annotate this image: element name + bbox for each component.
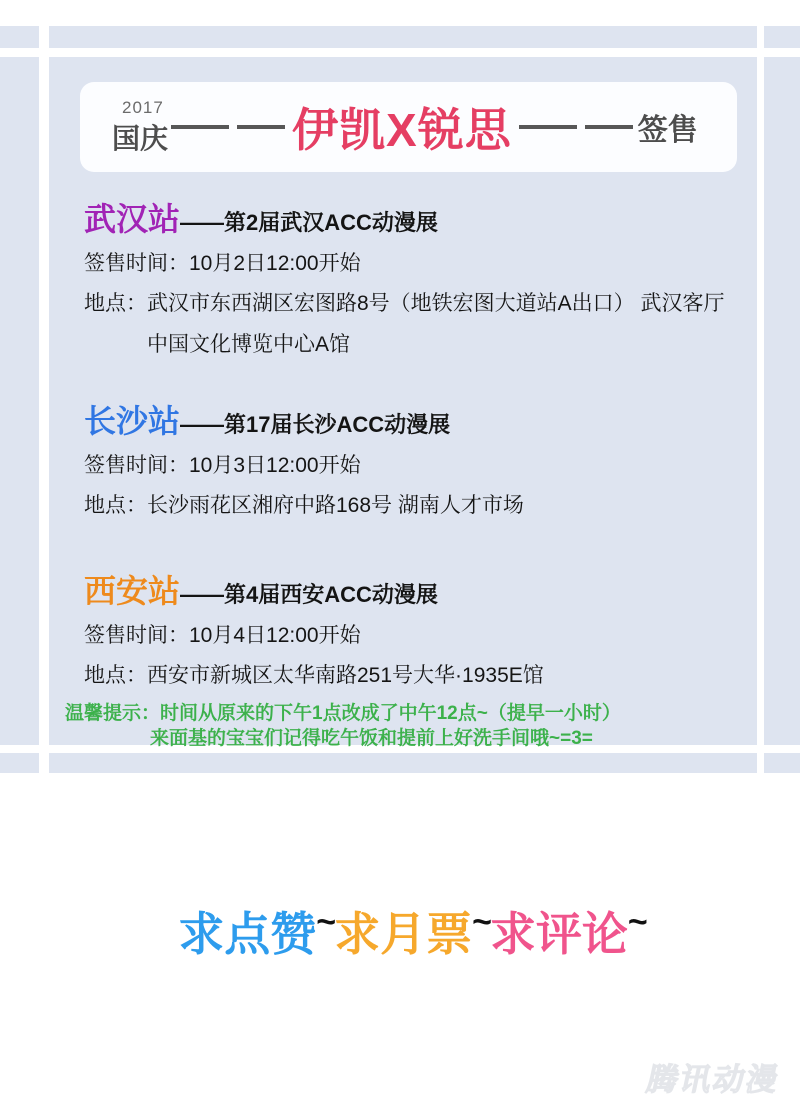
top-band-right-segment: [764, 26, 800, 48]
dash-segment: [519, 125, 577, 129]
location-row: [84, 290, 729, 358]
location-lines: [147, 290, 725, 358]
sale-time-label: 签售时间：: [84, 624, 189, 647]
sale-time-value: 10月4日12:00开始: [189, 624, 361, 647]
sale-time-row: [84, 452, 729, 479]
cta-banner: [0, 896, 800, 960]
station-event: ——第2届武汉ACC动漫展: [180, 210, 438, 235]
sale-time-label: 签售时间：: [84, 454, 189, 477]
notice-line: [65, 702, 729, 725]
dash-segment: [171, 125, 229, 129]
holiday-group: [112, 98, 168, 157]
sale-time-value: 10月3日12:00开始: [189, 454, 361, 477]
location-line: 长沙雨花区湘府中路168号 湖南人才市场: [147, 494, 524, 517]
station-event: ——第17届长沙ACC动漫展: [180, 412, 451, 437]
title-dash-left: [171, 125, 285, 129]
cta-comment: 求评论: [489, 908, 628, 960]
bottom-band-left-segment: [0, 753, 39, 773]
location-line: 武汉市东西湖区宏图路8号（地铁宏图大道站A出口） 武汉客厅: [147, 292, 725, 315]
location-row: [84, 662, 729, 689]
bottom-band-right-segment: [764, 753, 800, 773]
station-heading: [84, 403, 729, 443]
right-margin-column: [764, 57, 800, 745]
location-row: [84, 492, 729, 519]
top-band-left-segment: [0, 26, 39, 48]
title-dash-right: [519, 125, 633, 129]
location-label: 地点：: [84, 292, 147, 315]
station-section-changsha: [84, 403, 729, 519]
station-section-wuhan: [84, 201, 729, 358]
top-band-main-segment: [49, 26, 757, 48]
station-event: ——第4届西安ACC动漫展: [180, 582, 438, 607]
holiday-label: 国庆: [112, 122, 169, 154]
year-label: 2017: [122, 97, 164, 117]
sale-time-label: 签售时间：: [84, 252, 189, 275]
dash-segment: [237, 125, 285, 129]
location-line: 西安市新城区太华南路251号大华·1935E馆: [147, 664, 544, 687]
notice-label: 温馨提示：: [65, 703, 161, 724]
dash-segment: [585, 125, 633, 129]
station-name: 西安站: [84, 573, 181, 609]
sale-time-row: [84, 250, 729, 277]
location-lines: [147, 492, 524, 519]
cta-tilde: ~: [316, 903, 335, 941]
location-line: 中国文化博览中心A馆: [147, 333, 351, 356]
tencent-comics-watermark: 腾讯动漫: [643, 1062, 784, 1097]
station-name: 长沙站: [84, 403, 181, 439]
notice-line: 来面基的宝宝们记得吃午饭和提前上好洗手间哦~=3=: [150, 728, 593, 749]
notice-text: 时间从原来的下午1点改成了中午12点~（提早一小时）: [160, 703, 621, 724]
cta-tilde: ~: [472, 903, 490, 941]
location-label: 地点：: [84, 494, 147, 517]
cta-like: 求点赞: [178, 908, 317, 960]
station-name: 武汉站: [84, 201, 181, 237]
sale-time-row: [84, 622, 729, 649]
station-heading: [84, 573, 729, 613]
sale-time-value: 10月2日12:00开始: [189, 252, 361, 275]
announcement-panel: [49, 57, 757, 749]
location-label: 地点：: [84, 664, 147, 687]
location-lines: [147, 662, 544, 689]
header-card: [80, 82, 737, 172]
bottom-band-main-segment: [49, 753, 757, 773]
cta-tilde: ~: [627, 903, 646, 941]
station-section-xian: [84, 573, 729, 689]
event-title: 伊凯X锐思: [292, 104, 512, 156]
cta-monthly-ticket: 求月票: [334, 908, 473, 960]
station-heading: [84, 201, 729, 241]
signing-label: 签售: [637, 114, 698, 147]
left-margin-column: [0, 57, 39, 745]
notice: [65, 702, 729, 750]
